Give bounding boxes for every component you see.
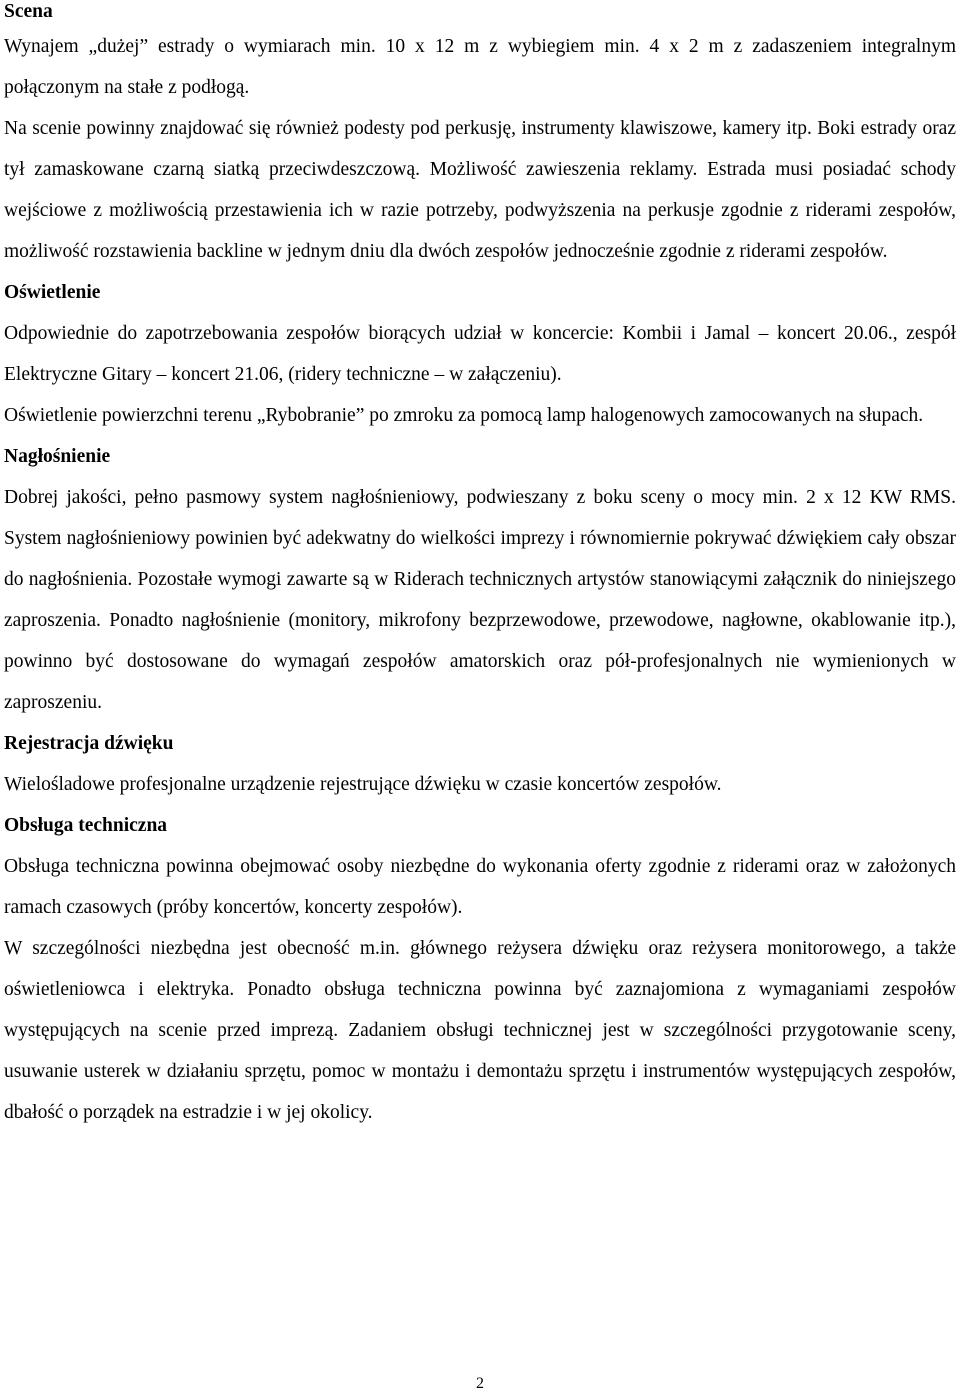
paragraph-scena-2: Na scenie powinny znajdować się również podesty pod perkusję, instrumenty klawiszowe, kamery itp. Boki estrady oraz tył zamaskowane czarną siatką przeciwdeszczową. Możliwość zawieszenia reklamy. Estrada musi posiadać schody wejściowe z możliwością przestawienia ich w razie potrzeby, podwyższenia na perkusje zgodnie z riderami zespołów, możliwość rozstawienia backline w jednym dniu dla dwóch zespołów jednocześnie zgodnie z riderami zespołów.	[4, 118, 956, 262]
heading-oswietlenie: Oświetlenie	[4, 282, 101, 303]
paragraph-obsluga-2: W szczególności niezbędna jest obecność m.in. głównego reżysera dźwięku oraz reżysera monitorowego, a także oświetleniowca i elektryka. Ponadto obsługa techniczna powinna być zaznajomiona z wymaganiami zespołów występujących na scenie przed imprezą. Zadaniem obsługi technicznej jest w szczególności przygotowanie sceny, usuwanie usterek w działaniu sprzętu, pomoc w montażu i demontażu sprzętu i instrumentów występujących zespołów, dbałość o porządek na estradzie i w jej okolicy.	[4, 938, 956, 1123]
heading-scena: Scena	[4, 1, 53, 22]
heading-rejestracja: Rejestracja dźwięku	[4, 733, 174, 754]
heading-naglosnienie: Nagłośnienie	[4, 446, 111, 467]
paragraph-obsluga-1: Obsługa techniczna powinna obejmować osoby niezbędne do wykonania oferty zgodnie z riderami oraz w założonych ramach czasowych (próby koncertów, koncerty zespołów).	[4, 856, 956, 918]
paragraph-oswietlenie-2: Oświetlenie powierzchni terenu „Rybobranie” po zmroku za pomocą lamp halogenowych zamocowanych na słupach.	[4, 405, 924, 426]
heading-obsluga: Obsługa techniczna	[4, 815, 168, 836]
paragraph-scena-1: Wynajem „dużej” estrady o wymiarach min. 10 x 12 m z wybiegiem min. 4 x 2 m z zadaszeniem integralnym połączonym na stałe z podłogą.	[4, 36, 956, 98]
page-number: 2	[476, 1375, 484, 1392]
paragraph-rejestracja-1: Wielośladowe profesjonalne urządzenie rejestrujące dźwięku w czasie koncertów zespołów.	[4, 774, 722, 795]
paragraph-naglosnienie-1: Dobrej jakości, pełno pasmowy system nagłośnieniowy, podwieszany z boku sceny o mocy min. 2 x 12 KW RMS. System nagłośnieniowy powinien być adekwatny do wielkości imprezy i równomiernie pokrywać dźwiękiem cały obszar do nagłośnienia. Pozostałe wymogi zawarte są w Riderach technicznych artystów stanowiącymi załącznik do niniejszego zaproszenia. Ponadto nagłośnienie (monitory, mikrofony bezprzewodowe, przewodowe, nagłowne, okablowanie itp.), powinno być dostosowane do wymagań zespołów amatorskich oraz pół-profesjonalnych nie wymienionych w zaproszeniu.	[4, 487, 956, 713]
paragraph-oswietlenie-1: Odpowiednie do zapotrzebowania zespołów biorących udział w koncercie: Kombii i Jamal – koncert 20.06., zespół Elektryczne Gitary – koncert 21.06, (ridery techniczne – w załączeniu).	[4, 323, 956, 385]
